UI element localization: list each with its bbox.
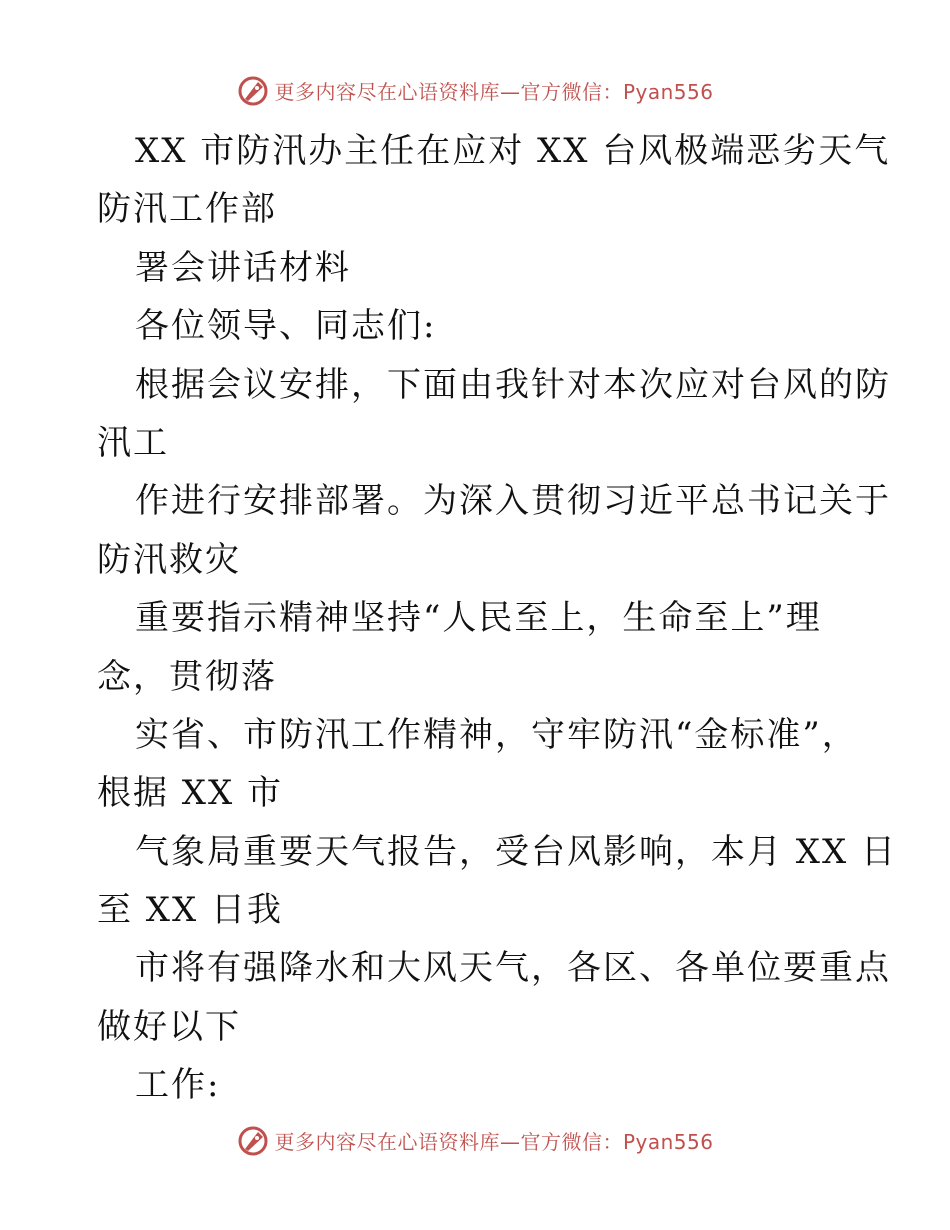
body-text-line: 重要指示精神坚持“人民至上，生命至上”理 — [135, 598, 822, 639]
body-text-line: 各位领导、同志们: — [135, 306, 437, 347]
body-text-line: 做好以下 — [97, 1006, 241, 1047]
body-text-line: XX 市防汛办主任在应对 XX 台风极端恶劣天气 — [135, 131, 891, 171]
body-text-line: 作进行安排部署。为深入贯彻习近平总书记关于 — [135, 481, 891, 522]
body-text-line: 市将有强降水和大风天气，各区、各单位要重点 — [135, 948, 891, 989]
pen-nib-logo-icon — [236, 1123, 270, 1157]
footer-watermark-text: 更多内容尽在心语资料库—官方微信：Pyan556 — [274, 1129, 714, 1154]
body-text-line: 署会讲话材料 — [135, 247, 351, 288]
body-text-line: 至 XX 日我 — [97, 890, 284, 931]
footer-watermark — [0, 1120, 950, 1160]
header-watermark — [0, 70, 950, 110]
body-text-line: 念，贯彻落 — [97, 656, 277, 697]
body-text-line: 汛工 — [97, 422, 169, 463]
body-text-line: 气象局重要天气报告，受台风影响，本月 XX 日 — [135, 831, 898, 872]
body-text-line: 根据 XX 市 — [97, 773, 284, 814]
pen-nib-logo-icon — [236, 73, 270, 107]
body-text-line: 根据会议安排，下面由我针对本次应对台风的防 — [135, 364, 891, 405]
header-watermark-text: 更多内容尽在心语资料库—官方微信：Pyan556 — [274, 79, 714, 104]
body-text-line: 实省、市防汛工作精神，守牢防汛“金标准”， — [135, 714, 858, 755]
body-text-line: 防汛工作部 — [97, 189, 277, 230]
document-body — [97, 122, 898, 1115]
body-text-line: 工作: — [135, 1065, 221, 1106]
body-text-line: 防汛救灾 — [97, 539, 241, 580]
